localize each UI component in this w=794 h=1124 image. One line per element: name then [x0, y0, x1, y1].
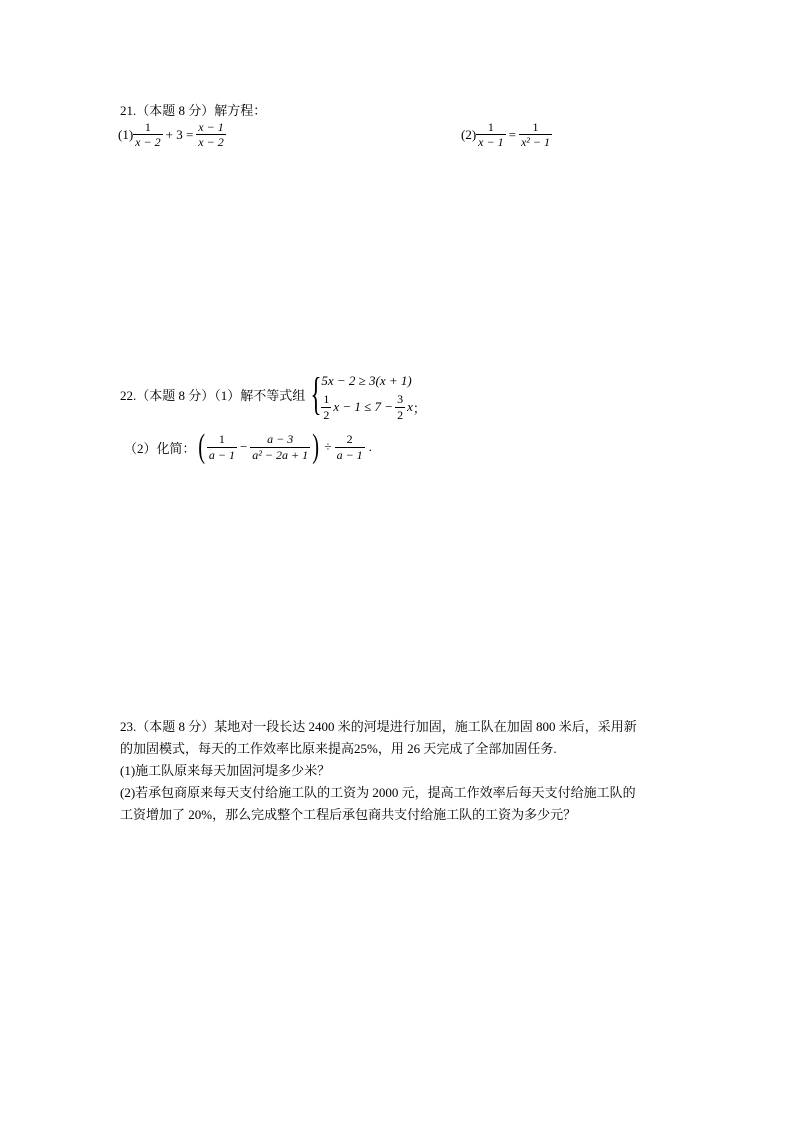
- inequality-2-fraction-half: [321, 392, 331, 422]
- fraction-numerator: 1: [144, 120, 151, 134]
- q22-part2: [124, 430, 372, 464]
- open-paren: (: [197, 428, 205, 465]
- q21-part2-equals: =: [508, 126, 516, 142]
- q21-header: 21.（本题 8 分）解方程：: [120, 103, 267, 118]
- q22-part2-label: （2）化简：: [124, 440, 196, 456]
- fraction-numerator: 3: [397, 392, 404, 407]
- q23-line-4: (2)若承包商原来每天支付给施工队的工资为 2000 元，提高工作效率后每天支付给施工队的: [120, 785, 636, 800]
- close-paren: ): [312, 428, 320, 465]
- fraction-numerator: 1: [218, 432, 225, 447]
- q21-part1-plus-three: + 3 =: [165, 126, 194, 142]
- q22-header: 22.（本题 8 分）（1）解不等式组: [120, 387, 306, 403]
- simplify-fraction-2: [250, 432, 310, 462]
- q21-part2-label: (2): [461, 126, 477, 142]
- fraction-denominator: x − 2: [135, 135, 161, 150]
- fraction-denominator: a − 1: [336, 447, 363, 462]
- q21-part1-fraction-right: [196, 120, 225, 150]
- fraction-denominator: a − 1: [208, 447, 235, 462]
- fraction-denominator: 2: [397, 407, 404, 422]
- minus-sign: −: [239, 439, 248, 454]
- inequality-2: [321, 394, 426, 420]
- q23-line-3: (1)施工队原来每天加固河堤多少米？: [120, 763, 331, 778]
- q23-block: [120, 716, 710, 826]
- inequality-system: [321, 368, 426, 420]
- fraction-numerator: 1: [487, 120, 494, 134]
- fraction-numerator: 2: [346, 432, 353, 447]
- inequality-1: [321, 368, 426, 394]
- q23-line-2: 的加固模式，每天的工作效率比原来提高25%，用 26 天完成了全部加固任务.: [120, 741, 557, 756]
- fraction-denominator: x − 2: [198, 135, 224, 150]
- q21-part1: [118, 120, 226, 150]
- division-sign: ÷: [324, 439, 332, 454]
- q21-part1-fraction-left: [133, 120, 162, 150]
- fraction-numerator: 1: [532, 120, 539, 134]
- q22-part1: [120, 368, 426, 420]
- period: .: [368, 439, 372, 454]
- fraction-numerator: 1: [323, 392, 330, 407]
- q21-part2-fraction-left: [476, 120, 505, 150]
- inequality-1-text: 5x − 2 ≥ 3(x + 1): [321, 373, 412, 388]
- simplify-fraction-3: [335, 432, 365, 462]
- q21-part2-fraction-right: [519, 120, 552, 150]
- fraction-denominator: 2: [323, 407, 330, 422]
- fraction-numerator: a − 3: [267, 432, 294, 447]
- inequality-2-end: x: [407, 399, 413, 414]
- fraction-denominator: x² − 1: [520, 135, 550, 150]
- fraction-numerator: x − 1: [198, 120, 224, 134]
- q23-line-5: 工资增加了 20%，那么完成整个工程后承包商共支付给施工队的工资为多少元？: [120, 807, 577, 822]
- system-brace: {: [310, 368, 322, 419]
- fraction-denominator: a² − 2a + 1: [252, 447, 309, 462]
- fraction-denominator: x − 1: [478, 135, 504, 150]
- semicolon: ；: [412, 400, 426, 416]
- q21-part2: [461, 120, 552, 150]
- q21-part1-label: (1): [118, 126, 134, 142]
- q23-line-1: 23.（本题 8 分）某地对一段长达 2400 米的河堤进行加固，施工队在加固 800 米后，采用新: [120, 719, 637, 734]
- inequality-2-middle: x − 1 ≤ 7 −: [333, 399, 394, 414]
- inequality-2-fraction-three-halves: [395, 392, 405, 422]
- simplify-fraction-1: [207, 432, 237, 462]
